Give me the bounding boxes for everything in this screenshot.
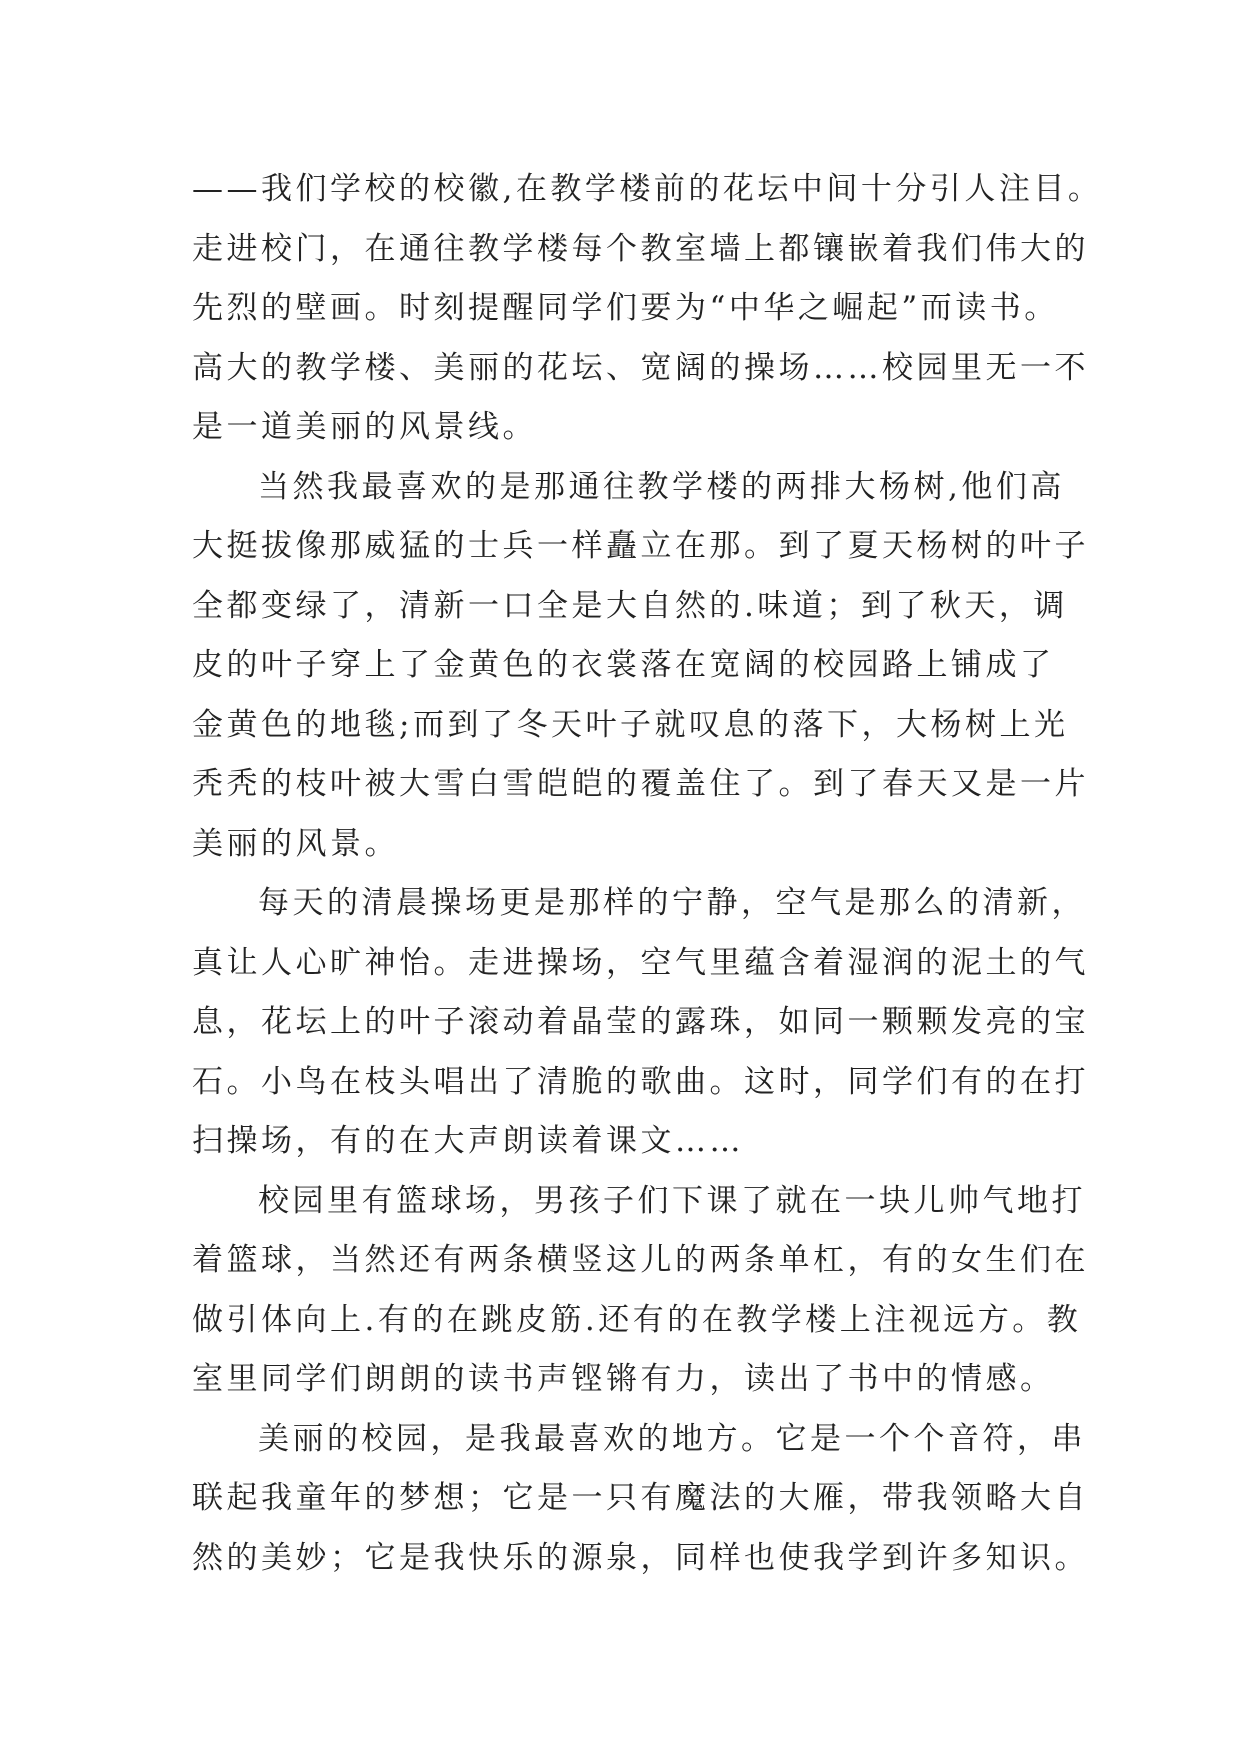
text-line: 皮的叶子穿上了金黄色的衣裳落在宽阔的校园路上铺成了 — [192, 647, 1055, 683]
text-line: 全都变绿了，清新一口全是大自然的.味道；到了秋天，调 — [192, 587, 1068, 624]
text-line: 校园里有篮球场，男孩子们下课了就在一块儿帅气地打 — [258, 1182, 1086, 1219]
text-line: 走进校门，在通往教学楼每个教室墙上都镶嵌着我们伟大的 — [192, 230, 1089, 267]
text-line: 然的美妙；它是我快乐的源泉，同样也使我学到许多知识。 — [192, 1539, 1089, 1576]
text-line: 扫操场，有的在大声朗读着课文…… — [192, 1123, 744, 1159]
text-line: ——我们学校的校徽,在教学楼前的花坛中间十分引人注目。 — [192, 171, 1103, 207]
text-line: 息，花坛上的叶子滚动着晶莹的露珠，如同一颗颗发亮的宝 — [192, 1004, 1089, 1040]
text-line: 美丽的校园，是我最喜欢的地方。它是一个个音符，串 — [258, 1420, 1086, 1457]
text-line: 每天的清晨操场更是那样的宁静，空气是那么的清新， — [258, 885, 1086, 921]
text-line: 石。小鸟在枝头唱出了清脆的歌曲。这时，同学们有的在打 — [192, 1063, 1089, 1100]
text-line: 真让人心旷神怡。走进操场，空气里蕴含着湿润的泥土的气 — [192, 944, 1089, 981]
text-line: 金黄色的地毯;而到了冬天叶子就叹息的落下，大杨树上光 — [192, 706, 1069, 743]
text-line: 高大的教学楼、美丽的花坛、宽阔的操场……校园里无一不 — [192, 349, 1089, 386]
text-line: 联起我童年的梦想；它是一只有魔法的大雁，带我领略大自 — [192, 1480, 1089, 1516]
text-line: 秃秃的枝叶被大雪白雪皑皑的覆盖住了。到了春天又是一片 — [192, 766, 1089, 802]
text-line: 是一道美丽的风景线。 — [192, 409, 537, 445]
text-line: 着篮球，当然还有两条横竖这儿的两条单杠，有的女生们在 — [192, 1242, 1089, 1278]
text-line: 室里同学们朗朗的读书声铿锵有力，读出了书中的情感。 — [192, 1361, 1055, 1397]
text-line: 当然我最喜欢的是那通往教学楼的两排大杨树,他们高 — [258, 468, 1065, 505]
text-line: 先烈的壁画。时刻提醒同学们要为“中华之崛起”而读书。 — [192, 290, 1059, 326]
text-line: 大挺拔像那威猛的士兵一样矗立在那。到了夏天杨树的叶子 — [192, 528, 1089, 564]
text-line: 美丽的风景。 — [192, 825, 399, 862]
text-line: 做引体向上.有的在跳皮筋.还有的在教学楼上注视远方。教 — [192, 1301, 1082, 1338]
body-text — [192, 160, 1103, 1588]
